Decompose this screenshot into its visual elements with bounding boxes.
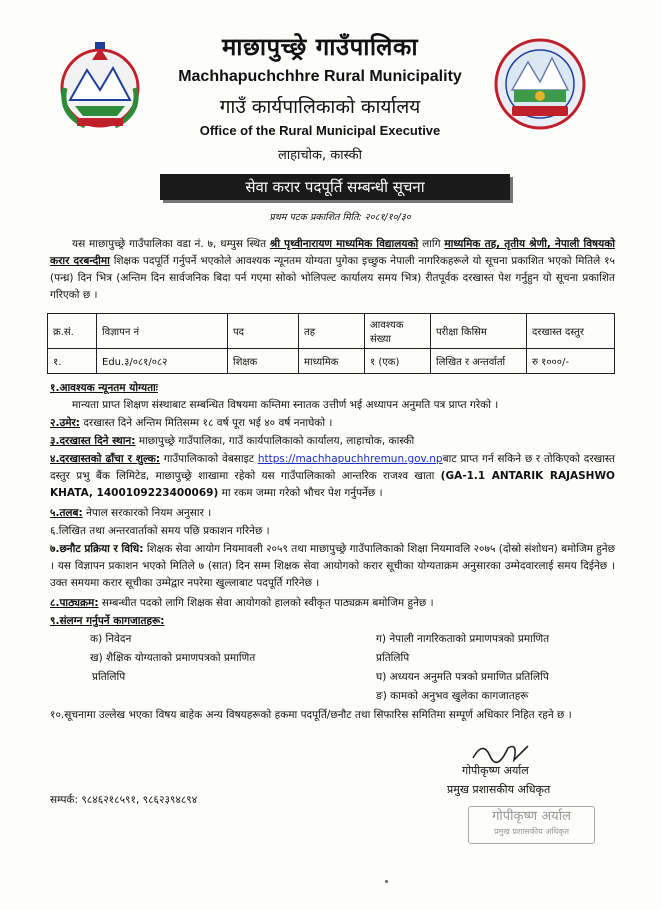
page-speck	[385, 880, 388, 883]
table-cell: शिक्षक	[228, 349, 299, 374]
table-header-row	[48, 314, 615, 349]
intro-level: माध्यमिक तह, तृतीय श्रेणी, नेपाली विषयको करार दरबन्दीमा	[50, 238, 615, 267]
stamp-title: प्रमुख प्रशासकीय अधिकृत	[493, 827, 570, 836]
notice-title: सेवा करार पदपूर्ति सम्बन्धी सूचना	[160, 174, 510, 200]
list-item: ङ) कामको अनुभव खुलेका कागजातहरू	[376, 690, 529, 702]
office-name-np: गाउँ कार्यपालिकाको कार्यालय	[219, 96, 421, 118]
office-address: लाहाचोक, कास्की	[277, 148, 363, 163]
account-number: (GA-1.1 ANTARIK RAJASHWO KHATA, 1400109223400069)	[50, 470, 615, 499]
section-exam-schedule: ६.लिखित तथा अन्तरवार्ताको समय पछि प्रकाशन गरिनेछ ।	[50, 525, 270, 537]
documents-left-column	[90, 631, 255, 686]
section-format-fee	[50, 451, 615, 502]
intro-paragraph	[50, 236, 615, 304]
list-item: प्रतिलिपि	[376, 652, 410, 664]
table-cell: Edu.३/०८१/०८२	[97, 349, 228, 374]
intro-text-a: यस माछापुच्छ्रे गाउँपालिका वडा नं. ७, धम्पुस स्थित	[72, 238, 267, 250]
section-heading: १.आवश्यक न्यूनतम योग्यताः	[50, 382, 158, 394]
section-body: सम्बन्धीत पदको लागि शिक्षक सेवा आयोगको हालको स्वीकृत पाठ्यक्रम बमोजिम हुनेछ ।	[101, 597, 434, 609]
table-header-cell: तह	[299, 314, 365, 349]
municipality-name-en: Machhapuchchhre Rural Municipality	[178, 68, 462, 85]
list-item: ख) शैक्षिक योग्यताको प्रमाणपत्रको प्रमाणित	[90, 652, 256, 664]
table-header-cell: आवश्यक संख्या	[365, 314, 431, 349]
section-heading: २.उमेर:	[50, 417, 80, 429]
section-heading: ८.पाठ्यक्रम:	[50, 597, 99, 609]
website-link[interactable]: https://machhapuchhremun.gov.np	[257, 453, 443, 465]
municipality-name-np: माछापुच्छ्रे गाउँपालिका	[221, 33, 419, 61]
section-heading: ३.दरखास्त दिने स्थान:	[50, 435, 136, 447]
section-place	[50, 433, 615, 450]
office-name-en: Office of the Rural Municipal Executive	[199, 123, 441, 138]
section-body: गाउँपालिकाको वेबसाइट	[163, 453, 255, 465]
section-body: मान्यता प्राप्त शिक्षण संस्थाबाट सम्बन्धित विषयमा कम्तिमा स्नातक उत्तीर्ण भई अध्यापन अनुमति पत्र प्राप्त गरेको ।	[72, 399, 499, 411]
table-header-cell: पद	[228, 314, 299, 349]
section-heading: ४.दरखास्तको ढाँचा र शुल्क:	[50, 453, 161, 465]
section-body: दरखास्त दिने अन्तिम मितिसम्म १८ वर्ष पूरा भई ४० वर्ष ननाघेको ।	[83, 417, 333, 429]
municipality-seal-icon	[494, 38, 586, 130]
intro-text-c: शिक्षक पदपूर्ति गर्नुपर्ने भएकोले आवश्यक न्यूनतम योग्यता पुगेका इच्छुक नेपाली नागरिकहरूले यो सूचना प्रकाशित भएको मितिले १५ (पन्ध्र) दिन भित्र (अन्तिम दिन सार्वजनिक बिदा पर्न गएमा सोको भोलिपल्ट कार्यालय समय भित्र) रीतपूर्वक दरखास्त पेश गर्नुहुन यो सूचना प्रकाशित गरिएको छ ।	[50, 255, 615, 301]
section-syllabus	[50, 595, 615, 612]
section-qualification	[50, 380, 615, 414]
list-item: घ) अध्ययन अनुमति पत्रको प्रमाणित प्रतिलिपि	[376, 671, 549, 683]
documents-right-column	[376, 631, 549, 705]
publication-date: प्रथम पटक प्रकाशित मिति: २०८१/१०/३०	[269, 212, 411, 223]
table-header-cell: क्र.सं.	[48, 314, 97, 349]
stamp-name: गोपीकृष्ण अर्याल	[492, 809, 571, 824]
intro-school: श्री पृथ्वीनारायण माध्यमिक विद्यालयको	[269, 238, 419, 250]
table-cell: १.	[48, 349, 97, 374]
list-item: क) निवेदन	[90, 633, 132, 645]
table-header-cell: दरखास्त दस्तुर	[527, 314, 615, 349]
section-heading: ९.संलग्न गर्नुपर्ने कागजातहरू:	[50, 615, 165, 627]
contact-numbers: सम्पर्क: ९८४६२१८५९१, ९८६२३९४८९४	[50, 794, 198, 806]
signatory-title: प्रमुख प्रशासकीय अधिकृत	[447, 783, 551, 796]
section-body: मा रकम जम्मा गरेको भौचर पेश गर्नुपर्नेछ ।	[221, 487, 383, 499]
section-body: बाट प्राप्त गर्न सकिने छ र तोकिएको दरखास्त दस्तुर प्रभु बैंक लिमिटेड, माछापुच्छ्रे शाखामा रहेको यस गाउँपालिकाको आन्तरिक राजश्व खाता	[50, 453, 615, 482]
list-item: ग) नेपाली नागरिकताको प्रमाणपत्रको प्रमाणित	[376, 633, 550, 645]
section-body: माछापुच्छ्रे गाउँपालिका, गाउँ कार्यपालिकाको कार्यालय, लाहाचोक, कास्की	[138, 435, 415, 447]
section-heading: ७.छनौट प्रक्रिया र विधि:	[50, 543, 144, 555]
section-documents-heading	[50, 613, 615, 630]
signature-scribble	[468, 738, 538, 766]
section-authority: १०.सूचनामा उल्लेख भएका विषय बाहेक अन्य विषयहरूको हकमा पदपूर्ति/छनौट तथा सिफारिस समितिमा सम्पूर्ण अधिकार निहित रहने छ ।	[50, 709, 572, 721]
section-body: शिक्षक सेवा आयोग नियमावली २०५९ तथा माछापुच्छ्रे गाउँपालिकाको शिक्षा नियमावलि २०७५ (दोस्रो संशोधन) बमोजिम हुनेछ । यस विज्ञापन प्रकाशन भएको मितिले ७ (सात) दिन सम्म शिक्षक सेवा आयोगको करार सूचीका योग्यताक्रम अनुसारका उम्मेदवारलाई समय दिईनेछ । उक्त समयमा करार सूचीका उम्मेद्वार नपरेमा खुल्लाबाट पदपूर्ति गरिनेछ ।	[50, 543, 615, 589]
signatory-name: गोपीकृष्ण अर्याल	[462, 764, 529, 777]
table-header-cell: विज्ञापन नं	[97, 314, 228, 349]
list-item: प्रतिलिपि	[92, 671, 126, 683]
table-header-cell: परीक्षा किसिम	[431, 314, 527, 349]
table-cell: लिखित र अन्तर्वार्ता	[431, 349, 527, 374]
section-heading: ५.तलब:	[50, 507, 83, 519]
section-selection	[50, 541, 615, 592]
table-cell: माध्यमिक	[299, 349, 365, 374]
table-row	[48, 349, 615, 374]
table-cell: रु १०००/-	[527, 349, 615, 374]
section-salary	[50, 505, 615, 522]
vacancy-table	[47, 313, 615, 374]
intro-text-b: लागि	[422, 238, 441, 250]
official-stamp	[468, 806, 595, 844]
nepal-emblem-icon	[55, 38, 145, 130]
section-age	[50, 415, 615, 432]
table-cell: १ (एक)	[365, 349, 431, 374]
section-body: नेपाल सरकारको नियम अनुसार ।	[86, 507, 212, 519]
